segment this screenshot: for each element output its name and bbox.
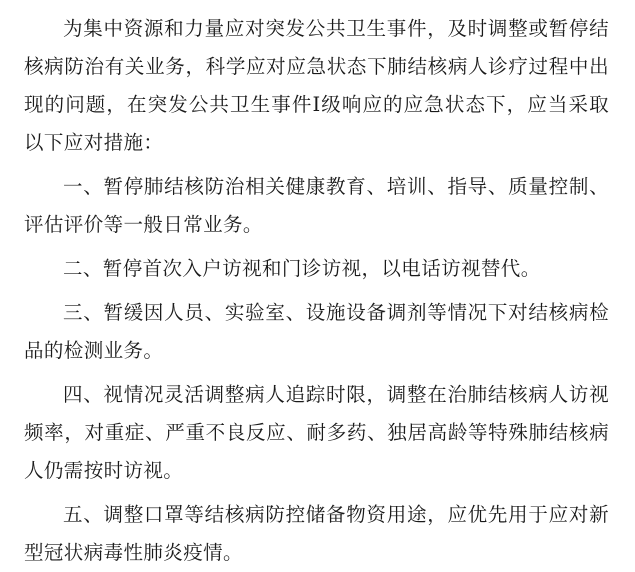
paragraph-measure-4: 四、视情况灵活调整病人追踪时限，调整在治肺结核病人访视频率，对重症、严重不良反应、耐多药、独居高龄等特殊肺结核病人仍需按时访视。 [24, 383, 609, 482]
paragraph-intro: 为集中资源和力量应对突发公共卫生事件，及时调整或暂停结核病防治有关业务，科学应对应急状态下肺结核病人诊疗过程中出现的问题，在突发公共卫生事件Ⅰ级响应的应急状态下，应当采取以下应对措施： [24, 17, 609, 154]
document-body [24, 10, 609, 572]
paragraph-measure-3: 三、暂缓因人员、实验室、设施设备调剂等情况下对结核病检品的检测业务。 [24, 301, 609, 362]
paragraph-measure-5: 五、调整口罩等结核病防控储备物资用途，应优先用于应对新型冠状病毒性肺炎疫情。 [24, 503, 609, 564]
paragraph-measure-1: 一、暂停肺结核防治相关健康教育、培训、指导、质量控制、评估评价等一般日常业务。 [24, 175, 609, 236]
paragraph-measure-2: 二、暂停首次入户访视和门诊访视，以电话访视替代。 [63, 257, 541, 280]
